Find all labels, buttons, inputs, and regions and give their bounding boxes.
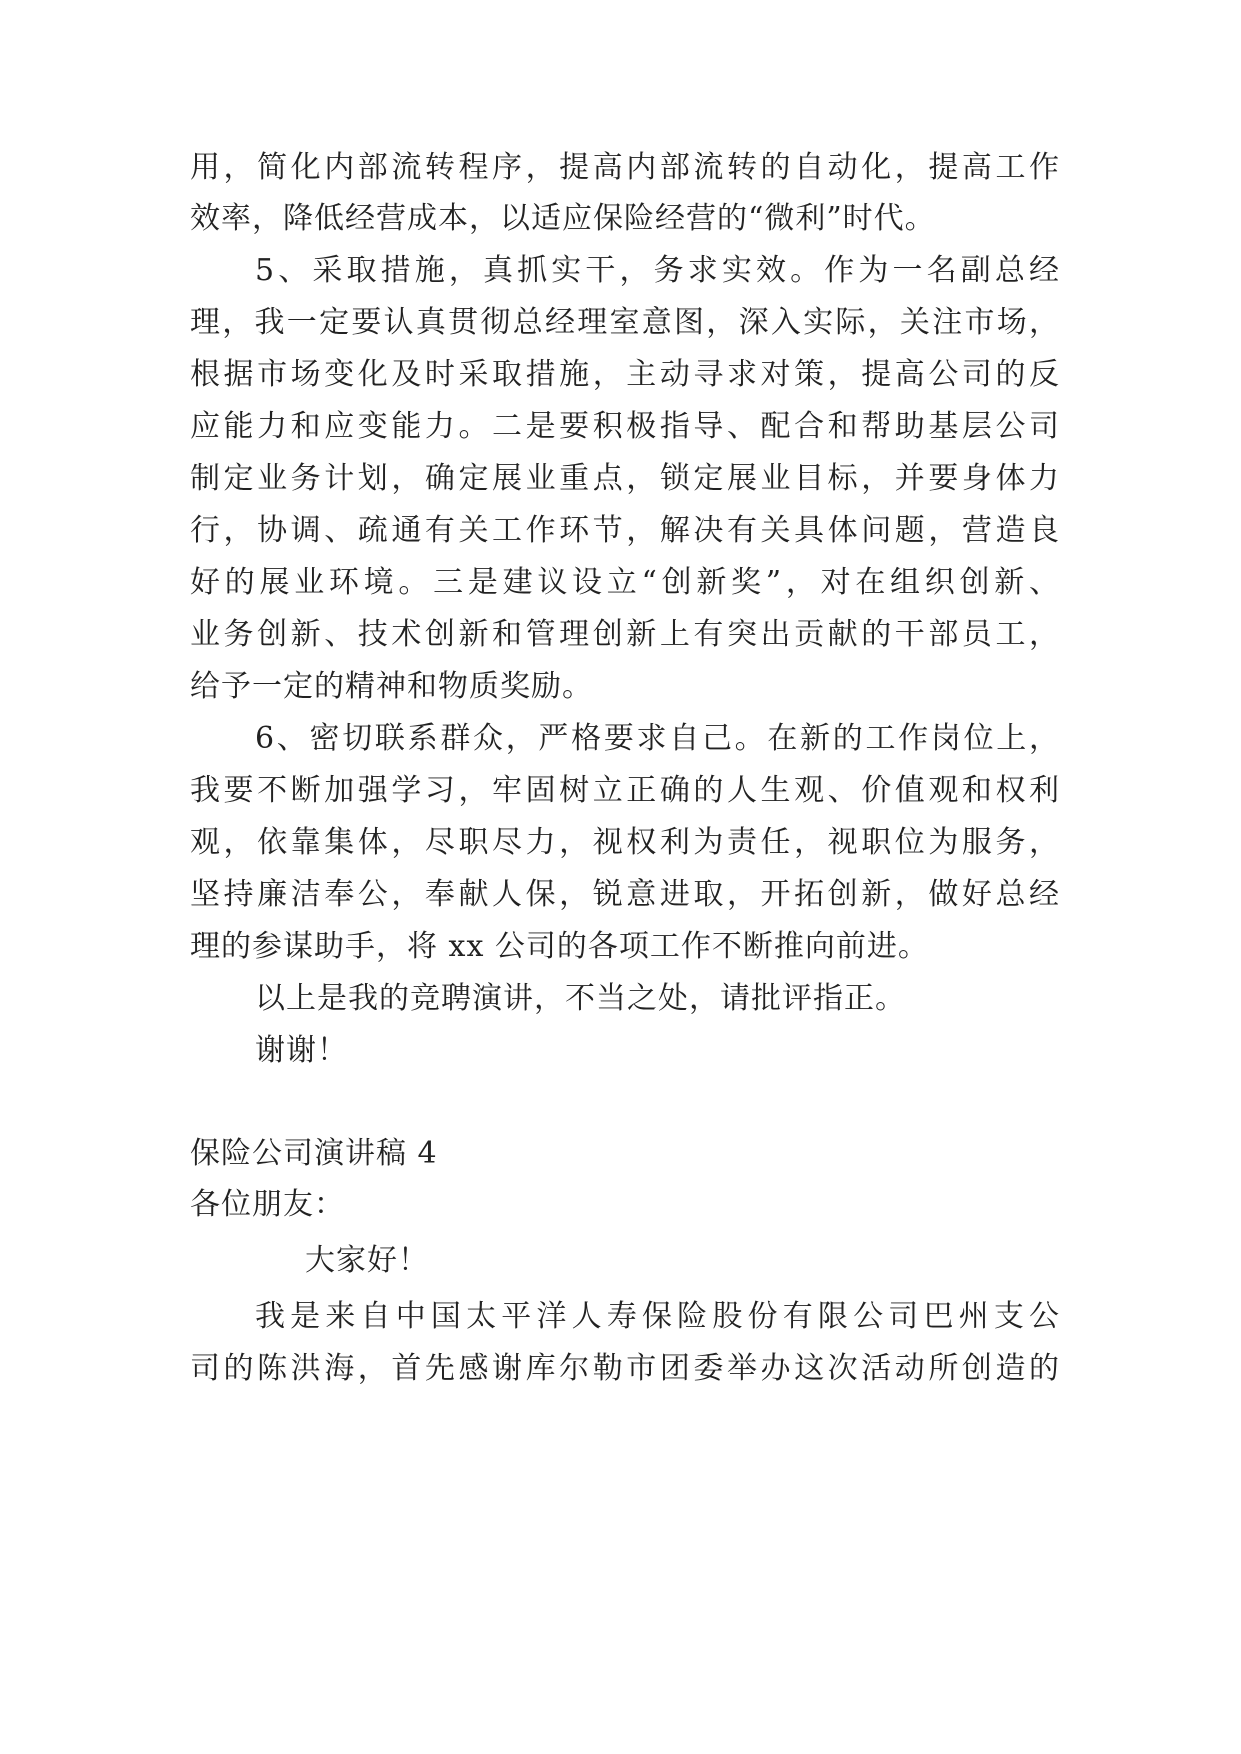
body-line: 理，我一定要认真贯彻总经理室意图，深入实际，关注市场， bbox=[190, 305, 1060, 340]
body-line: 我要不断加强学习，牢固树立正确的人生观、价值观和权利 bbox=[190, 773, 1060, 808]
body-line: 给予一定的精神和物质奖励。 bbox=[190, 669, 593, 704]
paragraph-5-start: 5、采取措施，真抓实干，务求实效。作为一名副总经 bbox=[255, 253, 1060, 288]
body-line: 坚持廉洁奉公，奉献人保，锐意进取，开拓创新，做好总经 bbox=[190, 877, 1060, 912]
section-title: 保险公司演讲稿 4 bbox=[190, 1136, 438, 1171]
greeting: 大家好！ bbox=[305, 1243, 429, 1278]
body-line: 行，协调、疏通有关工作环节，解决有关具体问题，营造良 bbox=[190, 513, 1060, 548]
body-line: 司的陈洪海，首先感谢库尔勒市团委举办这次活动所创造的 bbox=[190, 1351, 1060, 1386]
body-line: 观，依靠集体，尽职尽力，视权利为责任，视职位为服务， bbox=[190, 825, 1060, 860]
closing-line: 以上是我的竞聘演讲，不当之处，请批评指正。 bbox=[255, 981, 906, 1016]
body-line: 应能力和应变能力。二是要积极指导、配合和帮助基层公司 bbox=[190, 409, 1060, 444]
thanks-line: 谢谢！ bbox=[255, 1033, 348, 1068]
body-line: 效率，降低经营成本，以适应保险经营的“微利”时代。 bbox=[190, 201, 936, 236]
salutation: 各位朋友： bbox=[190, 1187, 345, 1222]
body-line: 业务创新、技术创新和管理创新上有突出贡献的干部员工， bbox=[190, 617, 1060, 652]
body-line: 用，简化内部流转程序，提高内部流转的自动化，提高工作 bbox=[190, 150, 1060, 185]
body-line: 好的展业环境。三是建议设立“创新奖”，对在组织创新、 bbox=[190, 565, 1060, 600]
paragraph-intro-start: 我是来自中国太平洋人寿保险股份有限公司巴州支公 bbox=[255, 1299, 1060, 1334]
paragraph-6-start: 6、密切联系群众，严格要求自己。在新的工作岗位上， bbox=[255, 721, 1060, 756]
body-line: 制定业务计划，确定展业重点，锁定展业目标，并要身体力 bbox=[190, 461, 1060, 496]
body-line: 根据市场变化及时采取措施，主动寻求对策，提高公司的反 bbox=[190, 357, 1060, 392]
body-line: 理的参谋助手，将 xx 公司的各项工作不断推向前进。 bbox=[190, 929, 929, 964]
